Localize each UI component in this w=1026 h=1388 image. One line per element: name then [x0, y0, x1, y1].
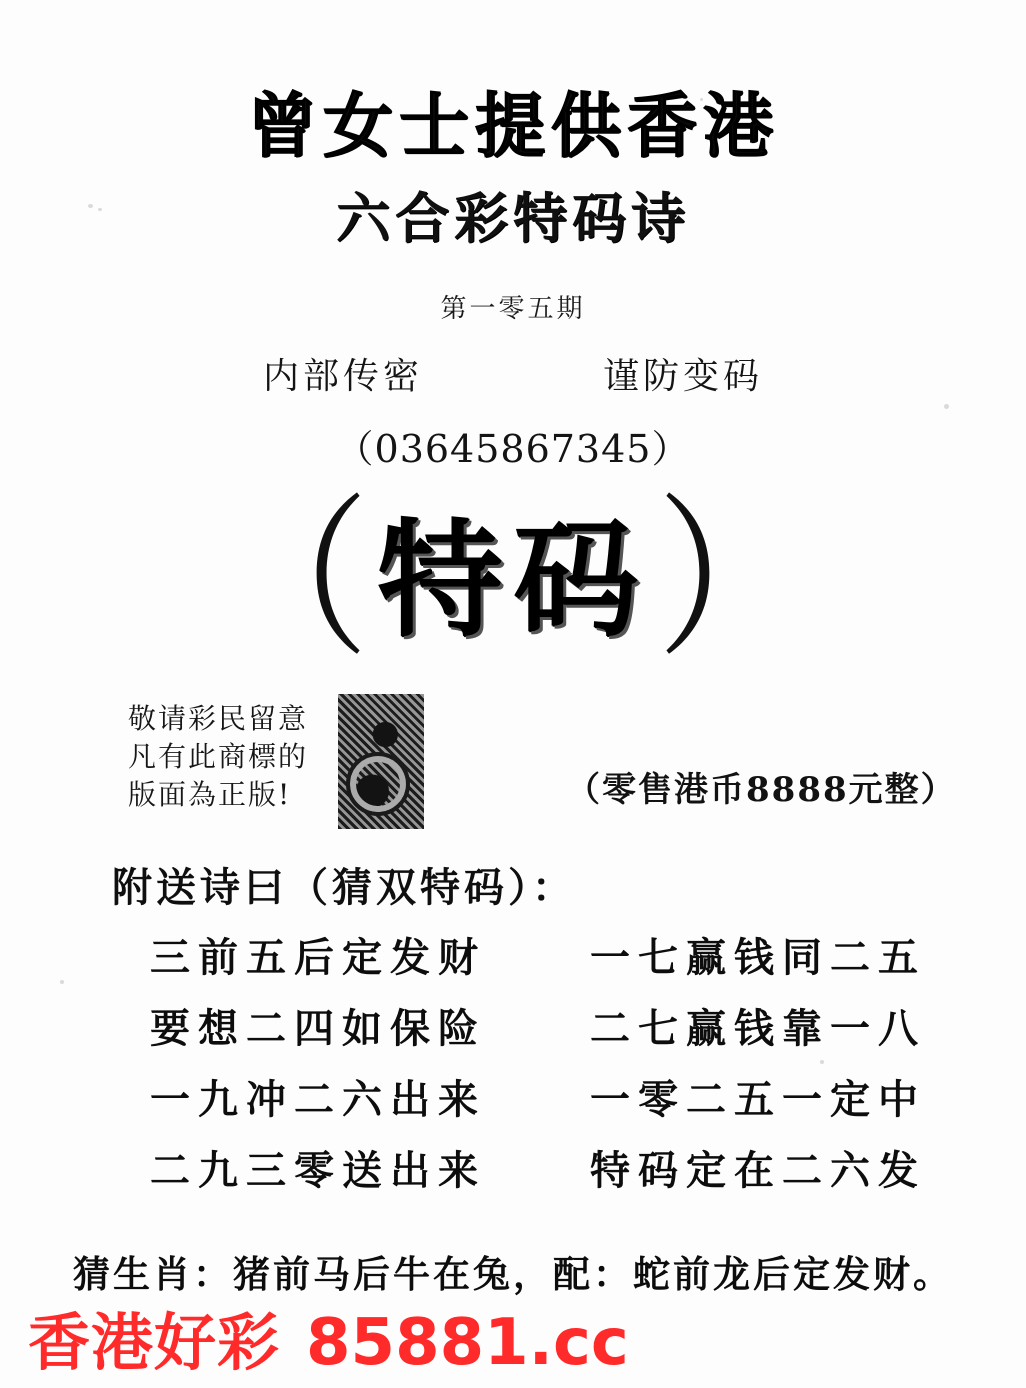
scan-speckle [944, 404, 949, 409]
zodiac-line: 猜生肖：猪前马后牛在兔，配：蛇前龙后定发财。 [73, 1252, 953, 1296]
footer-url: 85881.cc [306, 1306, 629, 1380]
headline-text: 特码 [377, 506, 649, 654]
poem-cell-right: 一零二五一定中 [590, 1076, 926, 1123]
code-number: （03645867345） [335, 427, 691, 471]
poem-cell-left: 二九三零送出来 [150, 1147, 486, 1194]
poem-cell-left: 一九冲二六出来 [150, 1076, 486, 1123]
notice-left: 内部传密 [262, 356, 423, 397]
issue-number: 第一零五期 [440, 294, 586, 324]
footer-watermark [0, 1308, 1026, 1378]
scan-speckle [60, 980, 64, 984]
page-title-line-1: 曾女士提供香港 [247, 84, 779, 167]
paren-left: （ [218, 479, 369, 681]
notice-right: 谨防变码 [603, 356, 764, 397]
paren-right: ） [657, 479, 808, 681]
footer-brand: 香港好彩 [28, 1306, 281, 1379]
authenticity-note-line-3: 版面為正版! [128, 778, 292, 811]
poem-row [150, 1139, 970, 1196]
poem-cell-left: 三前五后定发财 [150, 934, 486, 981]
retail-price: （零售港币8888元整） [566, 770, 957, 810]
poem-heading: 附送诗曰（猜双特码）： [112, 864, 576, 911]
trademark-stamp-icon [338, 694, 424, 829]
poem-row [150, 926, 970, 983]
poem-grid [150, 926, 970, 1210]
notice-row [0, 348, 1026, 399]
authenticity-note-line-2: 凡有此商標的 [128, 740, 309, 773]
poem-cell-right: 特码定在二六发 [590, 1147, 926, 1194]
poem-row [150, 997, 970, 1054]
poem-cell-right: 二七赢钱靠一八 [590, 1005, 926, 1052]
authenticity-note-line-1: 敬请彩民留意 [128, 702, 309, 735]
page-title-line-2: 六合彩特码诗 [336, 186, 690, 250]
poem-cell-left: 要想二四如保险 [150, 1005, 486, 1052]
authenticity-note [128, 700, 308, 814]
poem-row [150, 1068, 970, 1125]
poem-cell-right: 一七赢钱同二五 [590, 934, 926, 981]
headline-special-code [0, 479, 1026, 681]
